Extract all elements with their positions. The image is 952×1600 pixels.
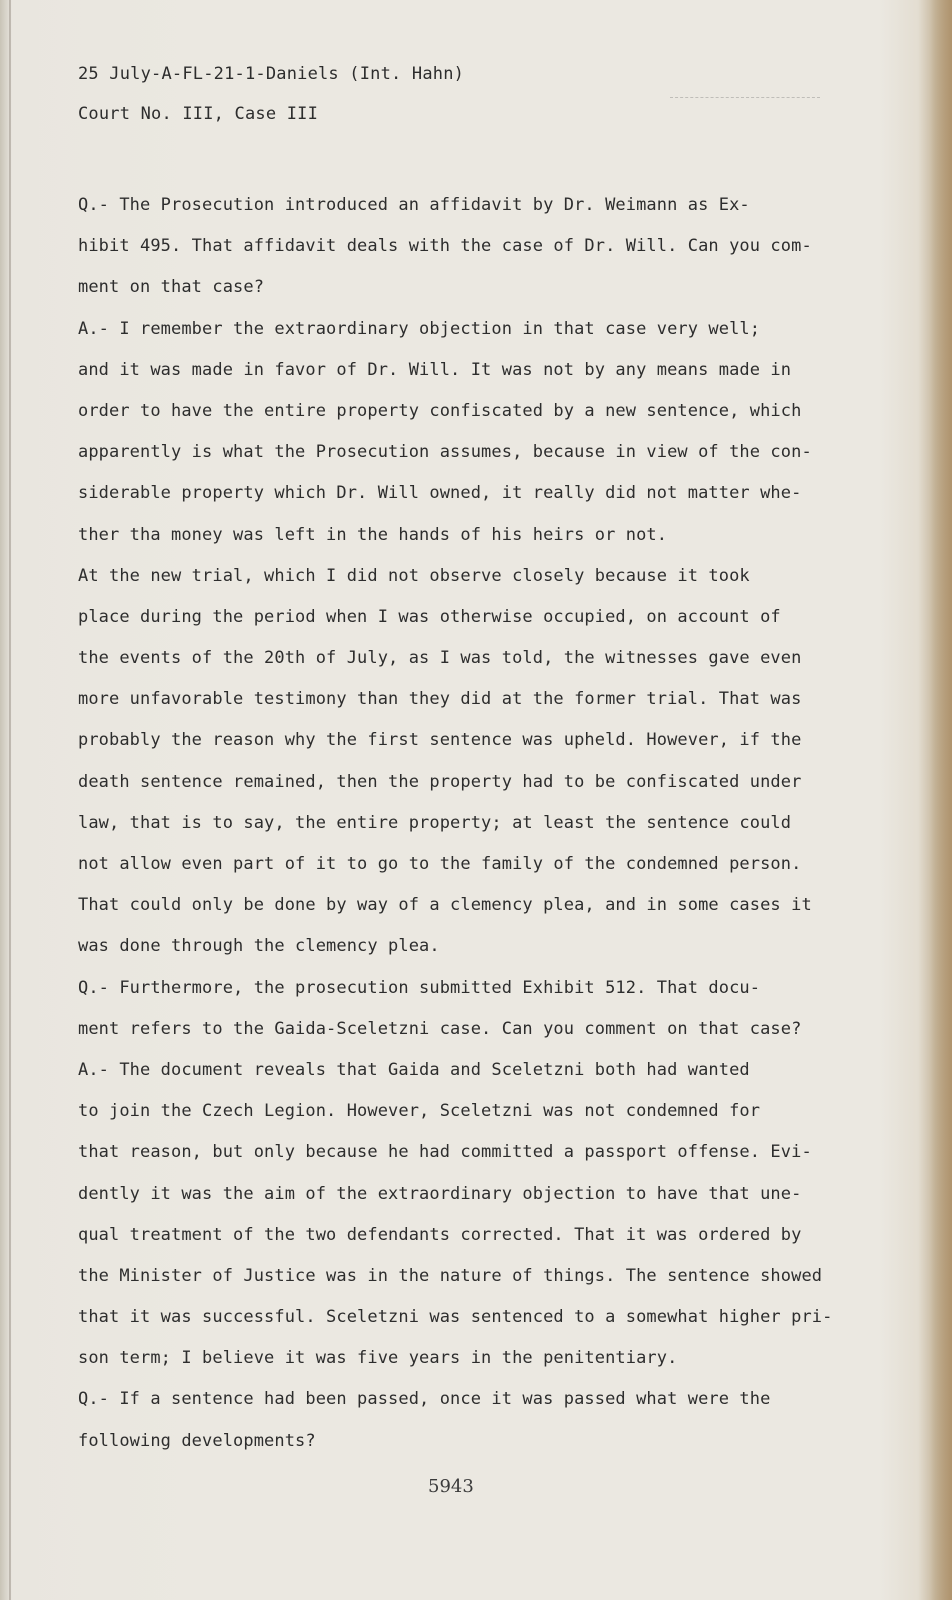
text-line: qual treatment of the two defendants corrected. That it was ordered by — [78, 1224, 802, 1245]
text-line: hibit 495. That affidavit deals with the case of Dr. Will. Can you com- — [78, 236, 812, 257]
header-court: Court No. III, Case III — [78, 104, 319, 124]
text-line: apparently is what the Prosecution assumes, because in view of the con- — [78, 442, 812, 463]
text-line: A.- The document reveals that Gaida and Sceletzni both had wanted — [78, 1059, 750, 1080]
text-line: ment refers to the Gaida-Sceletzni case. Can you comment on that case? — [78, 1018, 802, 1039]
text-line: to join the Czech Legion. However, Sceletzni was not condemned for — [78, 1101, 761, 1122]
text-line: law, that is to say, the entire property; at least the sentence could — [78, 812, 792, 833]
text-line: that reason, but only because he had committed a passport offense. Evi- — [78, 1142, 812, 1163]
text-line: not allow even part of it to go to the family of the condemned person. — [78, 854, 802, 874]
text-line: place during the period when I was otherwise occupied, on account of — [78, 606, 781, 627]
text-line: ment on that case? — [78, 277, 265, 298]
page-edge-shadow — [930, 0, 952, 1600]
text-line: the Minister of Justice was in the nature of things. The sentence showed — [78, 1265, 823, 1286]
text-line: dently it was the aim of the extraordinary objection to have that une- — [78, 1183, 802, 1204]
text-line: and it was made in favor of Dr. Will. It was not by any means made in — [78, 359, 792, 380]
transcript-body — [78, 185, 838, 1462]
faint-mark — [670, 97, 820, 99]
text-line: order to have the entire property confiscated by a new sentence, which — [78, 400, 802, 421]
text-line: following developments? — [78, 1430, 316, 1451]
text-line: Q.- Furthermore, the prosecution submitted Exhibit 512. That docu- — [78, 977, 761, 998]
page-number: 5943 — [428, 1476, 474, 1497]
text-line: Q.- The Prosecution introduced an affidavit by Dr. Weimann as Ex- — [78, 195, 750, 215]
text-line: death sentence remained, then the property had to be confiscated under — [78, 771, 802, 792]
text-line: siderable property which Dr. Will owned, it really did not matter whe- — [78, 483, 802, 504]
text-line: probably the reason why the first sentence was upheld. However, if the — [78, 730, 802, 751]
text-line: that it was successful. Sceletzni was sentenced to a somewhat higher pri- — [78, 1307, 833, 1328]
binding-edge — [9, 0, 11, 1600]
text-line: was done through the clemency plea. — [78, 936, 440, 957]
text-line: That could only be done by way of a clemency plea, and in some cases it — [78, 895, 812, 916]
header-reference: 25 July-A-FL-21-1-Daniels (Int. Hahn) — [78, 64, 465, 84]
text-line: At the new trial, which I did not observe closely because it took — [78, 565, 750, 586]
text-line: more unfavorable testimony than they did at the former trial. That was — [78, 689, 802, 710]
text-line: the events of the 20th of July, as I was told, the witnesses gave even — [78, 648, 802, 669]
text-line: ther tha money was left in the hands of his heirs or not. — [78, 524, 668, 545]
text-line: son term; I believe it was five years in the penitentiary. — [78, 1348, 678, 1369]
text-line: A.- I remember the extraordinary objection in that case very well; — [78, 318, 761, 339]
text-line: Q.- If a sentence had been passed, once it was passed what were the — [78, 1389, 771, 1410]
